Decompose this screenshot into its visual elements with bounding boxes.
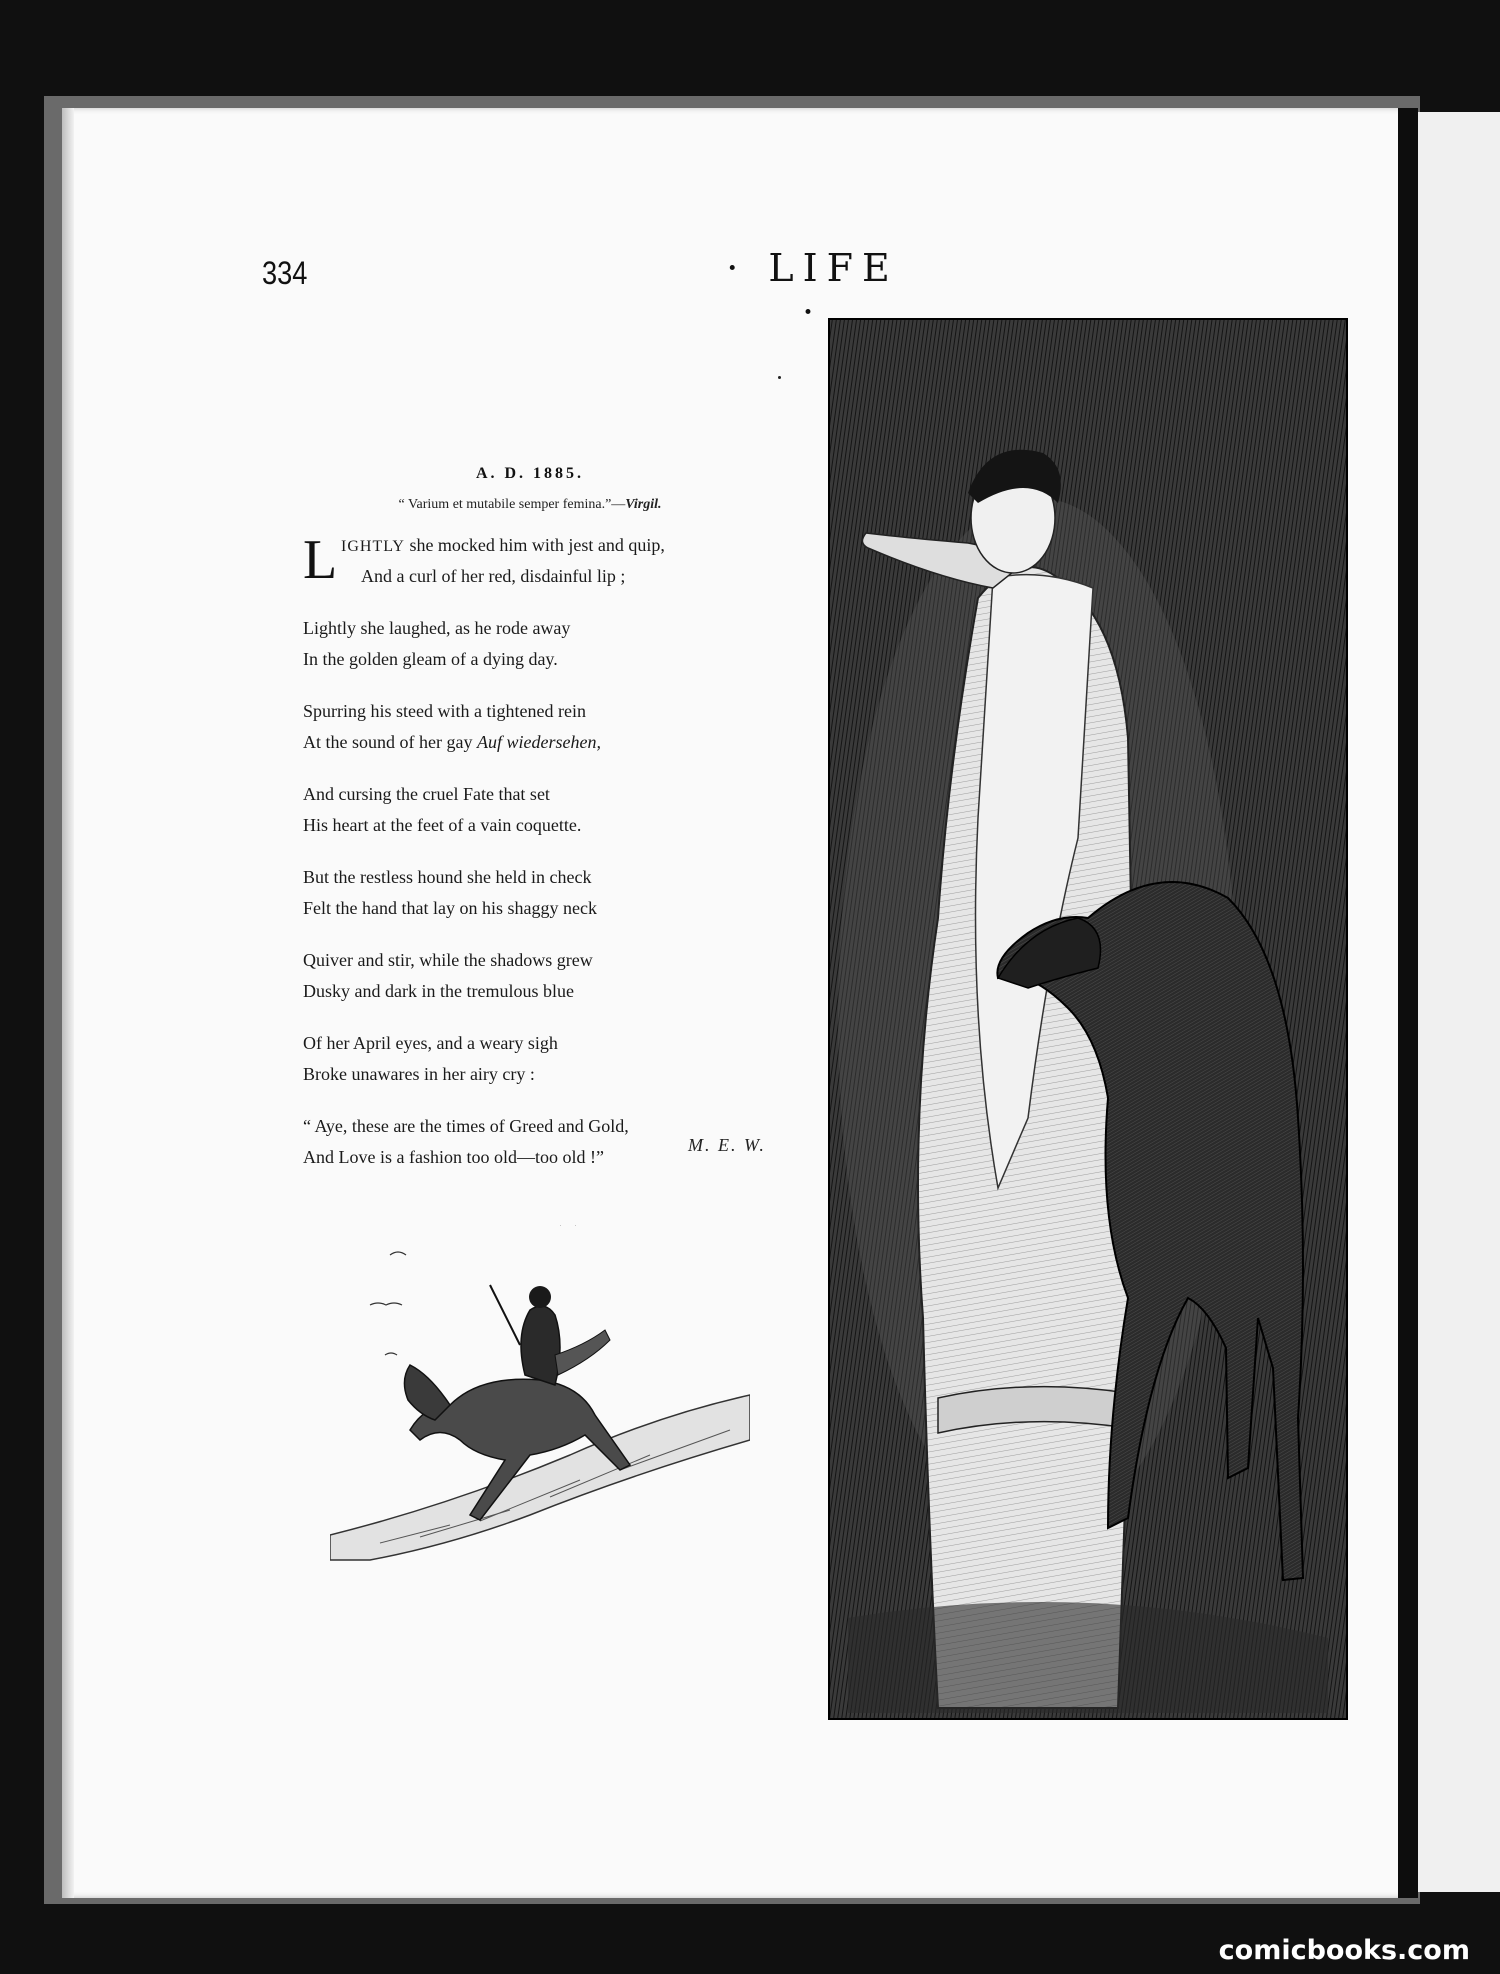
poem-line: In the golden gleam of a dying day.: [303, 649, 558, 669]
opening-line-tail: she mocked him with jest and quip,: [404, 535, 665, 555]
page-edge: [62, 108, 74, 1898]
poem-line: Felt the hand that lay on his shaggy neck: [303, 898, 597, 918]
poem-line: And cursing the cruel Fate that set: [303, 784, 550, 804]
stanza: [303, 1028, 803, 1090]
poem-epigraph: [300, 497, 760, 513]
rider-head: [529, 1286, 551, 1308]
page-number: 334: [262, 255, 308, 291]
facing-page-edge: [1418, 112, 1500, 1892]
rider-figure: [521, 1306, 560, 1385]
poem-line: Lightly she laughed, as he rode away: [303, 618, 571, 638]
poem-line: And Love is a fashion too old—too old !”: [303, 1147, 604, 1167]
stanza: [303, 779, 803, 841]
poem-line: “ Aye, these are the times of Greed and Gold,: [303, 1116, 629, 1136]
rider-vignette-illustration: [330, 1225, 750, 1570]
poem-line: And a curl of her red, disdainful lip ;: [361, 566, 626, 586]
site-watermark: comicbooks.com: [1218, 1935, 1470, 1966]
poem-line: Spurring his steed with a tightened rein: [303, 701, 586, 721]
page-gutter: [1398, 108, 1418, 1898]
stanza: [303, 613, 803, 675]
italic-phrase: Auf wiedersehen,: [476, 732, 601, 752]
poem-line: Broke unawares in her airy cry :: [303, 1064, 535, 1084]
poem-body: [303, 530, 803, 1194]
drop-cap: L: [303, 529, 338, 591]
stanza: [303, 696, 803, 758]
poem-signature: M. E. W.: [688, 1135, 766, 1155]
poem-line: But the restless hound she held in check: [303, 867, 592, 887]
riding-crop: [490, 1285, 520, 1345]
epigraph-quote: “ Varium et mutabile semper femina.”—: [398, 497, 626, 512]
rider-coat-tails: [555, 1330, 610, 1375]
masthead-title: · LIFE ·: [726, 246, 899, 334]
opening-smallcaps: IGHTLY: [341, 538, 405, 555]
poem-title: A. D. 1885.: [475, 465, 585, 482]
ink-speck: [778, 376, 781, 379]
poem-line: [341, 530, 665, 562]
poem-line: His heart at the feet of a vain coquette.: [303, 815, 582, 835]
poem-line: [303, 727, 803, 758]
poem-line-text: At the sound of her gay: [303, 732, 477, 752]
poem-line: Dusky and dark in the tremulous blue: [303, 981, 574, 1001]
epigraph-author: Virgil.: [625, 497, 662, 512]
woman-hound-illustration: [828, 318, 1348, 1720]
stanza: [303, 862, 803, 924]
poem-line: Of her April eyes, and a weary sigh: [303, 1033, 558, 1053]
stanza: [303, 945, 803, 1007]
horse-head: [404, 1365, 450, 1420]
poem-line: Quiver and stir, while the shadows grew: [303, 950, 593, 970]
opening-stanza: [303, 530, 803, 592]
